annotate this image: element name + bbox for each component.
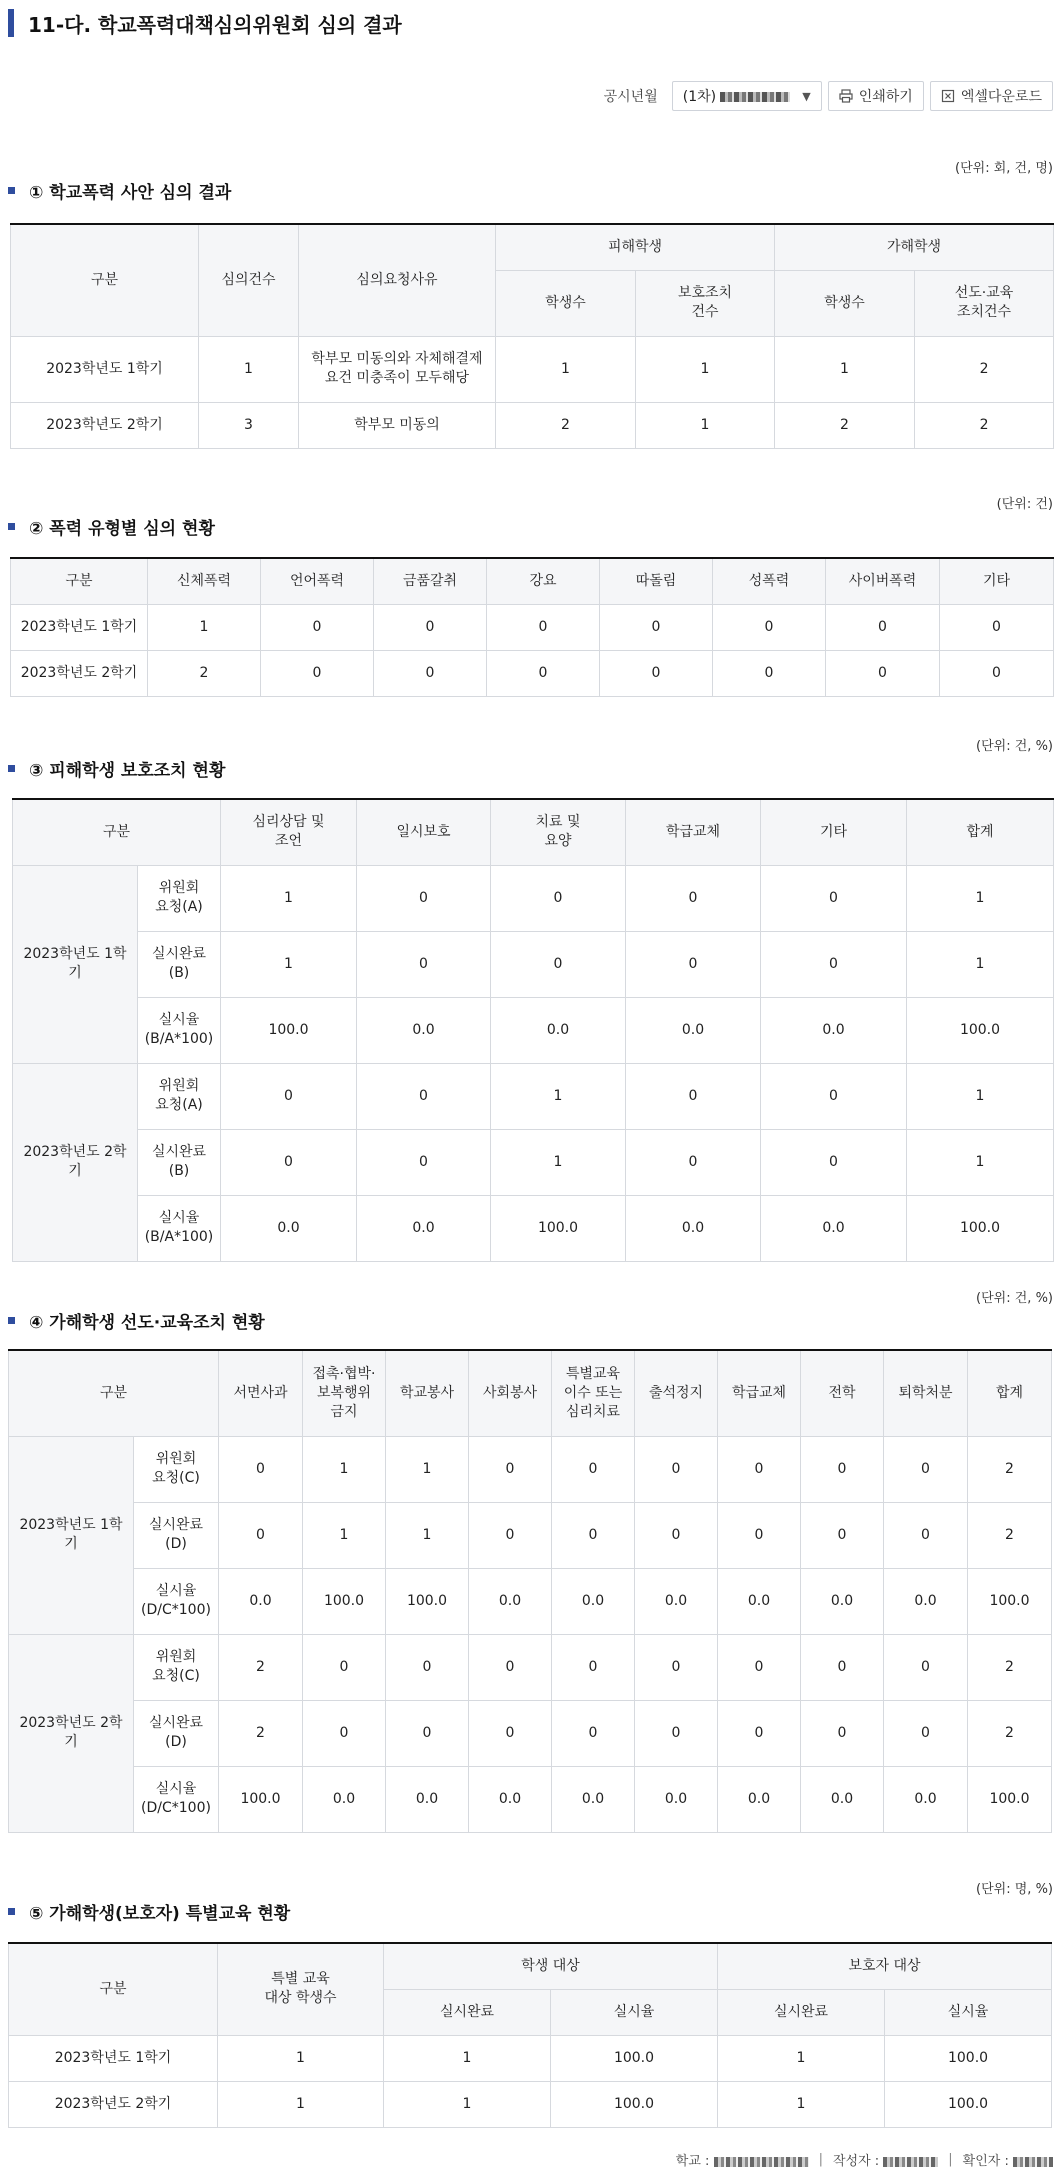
cell: 1 bbox=[386, 1436, 469, 1502]
cell: 1 bbox=[718, 2035, 885, 2081]
cell: 0 bbox=[357, 931, 491, 997]
row-sub-label: 실시완료 (B) bbox=[138, 1129, 221, 1195]
cell: 0 bbox=[386, 1700, 469, 1766]
cell: 0.0 bbox=[801, 1568, 884, 1634]
cell: 2 bbox=[968, 1700, 1052, 1766]
cell: 0 bbox=[626, 1129, 761, 1195]
cell: 학부모 미동의 bbox=[299, 402, 496, 448]
header-cell: 학급교체 bbox=[718, 1350, 801, 1436]
cell: 학부모 미동의와 자체해결제 요건 미충족이 모두해당 bbox=[299, 336, 496, 402]
cell: 0 bbox=[219, 1502, 303, 1568]
cell: 100.0 bbox=[303, 1568, 386, 1634]
cell: 1 bbox=[384, 2081, 551, 2127]
cell: 0 bbox=[487, 650, 600, 696]
cell: 3 bbox=[199, 402, 299, 448]
header-cell: 구분 bbox=[11, 558, 148, 604]
cell: 0.0 bbox=[357, 997, 491, 1063]
cell: 0 bbox=[357, 1063, 491, 1129]
cell: 0.0 bbox=[303, 1766, 386, 1832]
table-row bbox=[11, 402, 1054, 448]
cell: 0.0 bbox=[552, 1568, 635, 1634]
cell: 1 bbox=[907, 865, 1054, 931]
cell: 0 bbox=[491, 865, 626, 931]
header-cell: 구분 bbox=[9, 1350, 219, 1436]
cell: 0 bbox=[357, 1129, 491, 1195]
header-cell: 사이버폭력 bbox=[826, 558, 940, 604]
cell: 0 bbox=[221, 1129, 357, 1195]
row-label: 2023학년도 1학기 bbox=[11, 336, 199, 402]
row-sub-label: 실시율 (B/A*100) bbox=[138, 997, 221, 1063]
cell: 1 bbox=[636, 336, 775, 402]
cell: 0.0 bbox=[552, 1766, 635, 1832]
cell: 1 bbox=[218, 2035, 384, 2081]
cell: 1 bbox=[148, 604, 261, 650]
title-accent-bar bbox=[8, 9, 14, 37]
cell: 0 bbox=[801, 1634, 884, 1700]
cell: 0.0 bbox=[718, 1568, 801, 1634]
cell: 100.0 bbox=[221, 997, 357, 1063]
cell: 0 bbox=[219, 1436, 303, 1502]
redacted-date bbox=[720, 92, 790, 102]
cell: 100.0 bbox=[968, 1568, 1052, 1634]
cell: 1 bbox=[386, 1502, 469, 1568]
row-label: 2023학년도 2학기 bbox=[9, 1634, 134, 1832]
cell: 2 bbox=[968, 1634, 1052, 1700]
row-label: 2023학년도 1학기 bbox=[13, 865, 138, 1063]
cell: 0.0 bbox=[221, 1195, 357, 1261]
cell: 0.0 bbox=[219, 1568, 303, 1634]
cell: 0.0 bbox=[386, 1766, 469, 1832]
footer-writer: 작성자 : bbox=[833, 2150, 938, 2169]
cell: 0 bbox=[635, 1634, 718, 1700]
table-row bbox=[11, 336, 1054, 402]
header-cell: 치료 및 요양 bbox=[491, 799, 626, 865]
cell: 0 bbox=[261, 650, 374, 696]
row-sub-label: 실시완료 (D) bbox=[134, 1502, 219, 1568]
header-cell: 금품갈취 bbox=[374, 558, 487, 604]
cell: 0 bbox=[884, 1502, 968, 1568]
cell: 100.0 bbox=[386, 1568, 469, 1634]
chevron-down-icon: ▼ bbox=[802, 89, 811, 103]
header-cell: 접촉·협박· 보복행위 금지 bbox=[303, 1350, 386, 1436]
cell: 0 bbox=[718, 1700, 801, 1766]
row-sub-label: 실시완료 (B) bbox=[138, 931, 221, 997]
header-cell: 심리상담 및 조언 bbox=[221, 799, 357, 865]
year-month-label: 공시년월 bbox=[603, 89, 658, 105]
cell: 1 bbox=[718, 2081, 885, 2127]
cell: 0 bbox=[261, 604, 374, 650]
table-row bbox=[13, 1195, 1054, 1261]
footer bbox=[676, 2150, 1053, 2169]
cell: 0 bbox=[552, 1502, 635, 1568]
cell: 0 bbox=[552, 1700, 635, 1766]
cell: 0.0 bbox=[761, 1195, 907, 1261]
cell: 0 bbox=[469, 1502, 552, 1568]
cell: 0 bbox=[940, 604, 1054, 650]
cell: 1 bbox=[491, 1129, 626, 1195]
section-bullet bbox=[8, 1908, 15, 1915]
cell: 0 bbox=[713, 650, 826, 696]
cell: 2 bbox=[915, 336, 1054, 402]
cell: 0 bbox=[552, 1436, 635, 1502]
s3-table bbox=[12, 798, 1054, 1262]
cell: 0.0 bbox=[635, 1568, 718, 1634]
s4-title: ④ 가해학생 선도·교육조치 현황 bbox=[8, 1308, 265, 1333]
cell: 0 bbox=[884, 1700, 968, 1766]
cell: 0 bbox=[884, 1436, 968, 1502]
cell: 0 bbox=[826, 650, 940, 696]
header-cell: 구분 bbox=[11, 224, 199, 336]
header-cell: 퇴학처분 bbox=[884, 1350, 968, 1436]
footer-separator: | bbox=[948, 2152, 953, 2167]
row-sub-label: 실시율 (D/C*100) bbox=[134, 1766, 219, 1832]
header-cell: 신체폭력 bbox=[148, 558, 261, 604]
cell: 0 bbox=[718, 1634, 801, 1700]
cell: 0 bbox=[600, 604, 713, 650]
header-cell: 기타 bbox=[940, 558, 1054, 604]
header-cell: 선도·교육 조치건수 bbox=[915, 270, 1054, 336]
cell: 0 bbox=[357, 865, 491, 931]
header-cell: 실시완료 bbox=[718, 1989, 885, 2035]
cell: 0.0 bbox=[491, 997, 626, 1063]
footer-separator: | bbox=[818, 2152, 823, 2167]
table-row bbox=[11, 604, 1054, 650]
row-label: 2023학년도 2학기 bbox=[13, 1063, 138, 1261]
cell: 0 bbox=[303, 1634, 386, 1700]
cell: 1 bbox=[221, 931, 357, 997]
cell: 100.0 bbox=[885, 2035, 1052, 2081]
cell: 1 bbox=[221, 865, 357, 931]
cell: 0 bbox=[635, 1502, 718, 1568]
header-cell: 보호자 대상 bbox=[718, 1943, 1052, 1989]
cell: 0 bbox=[718, 1502, 801, 1568]
header-cell: 따돌림 bbox=[600, 558, 713, 604]
cell: 0.0 bbox=[626, 1195, 761, 1261]
cell: 0.0 bbox=[884, 1568, 968, 1634]
cell: 0 bbox=[761, 931, 907, 997]
row-label: 2023학년도 2학기 bbox=[9, 2081, 218, 2127]
header-cell: 구분 bbox=[9, 1943, 218, 2035]
s1-unit: (단위: 회, 건, 명) bbox=[955, 161, 1053, 176]
print-label: 인쇄하기 bbox=[858, 89, 913, 105]
cell: 1 bbox=[491, 1063, 626, 1129]
cell: 2 bbox=[968, 1502, 1052, 1568]
header-cell: 피해학생 bbox=[496, 224, 775, 270]
cell: 1 bbox=[384, 2035, 551, 2081]
cell: 100.0 bbox=[551, 2081, 718, 2127]
header-cell: 일시보호 bbox=[357, 799, 491, 865]
cell: 0 bbox=[801, 1502, 884, 1568]
select-prefix: (1차) bbox=[682, 89, 717, 105]
cell: 0 bbox=[884, 1634, 968, 1700]
s3-title: ③ 피해학생 보호조치 현황 bbox=[8, 756, 225, 781]
table-row bbox=[9, 1700, 1052, 1766]
s2-title: ② 폭력 유형별 심의 현황 bbox=[8, 514, 215, 539]
header-cell: 구분 bbox=[13, 799, 221, 865]
cell: 0.0 bbox=[884, 1766, 968, 1832]
cell: 0 bbox=[761, 865, 907, 931]
header-cell: 성폭력 bbox=[713, 558, 826, 604]
toolbar bbox=[604, 80, 1053, 112]
year-month-select[interactable] bbox=[672, 81, 822, 111]
table-row bbox=[13, 865, 1054, 931]
row-sub-label: 위원회 요청(A) bbox=[138, 865, 221, 931]
cell: 0 bbox=[303, 1700, 386, 1766]
cell: 0 bbox=[761, 1063, 907, 1129]
header-cell: 실시율 bbox=[885, 1989, 1052, 2035]
cell: 100.0 bbox=[491, 1195, 626, 1261]
excel-label: 엑셀다운로드 bbox=[960, 89, 1042, 105]
cell: 2 bbox=[496, 402, 636, 448]
cell: 0 bbox=[761, 1129, 907, 1195]
cell: 0.0 bbox=[469, 1568, 552, 1634]
header-cell: 언어폭력 bbox=[261, 558, 374, 604]
header-cell: 특별 교육 대상 학생수 bbox=[218, 1943, 384, 2035]
table-row bbox=[13, 1129, 1054, 1195]
cell: 2 bbox=[915, 402, 1054, 448]
table-row bbox=[11, 650, 1054, 696]
cell: 0 bbox=[491, 931, 626, 997]
cell: 2 bbox=[775, 402, 915, 448]
header-cell: 학생 대상 bbox=[384, 1943, 718, 1989]
cell: 0 bbox=[487, 604, 600, 650]
row-label: 2023학년도 1학기 bbox=[11, 604, 148, 650]
cell: 1 bbox=[303, 1436, 386, 1502]
header-cell: 합계 bbox=[907, 799, 1054, 865]
cell: 1 bbox=[303, 1502, 386, 1568]
cell: 2 bbox=[968, 1436, 1052, 1502]
print-button[interactable] bbox=[828, 81, 924, 111]
cell: 0 bbox=[626, 865, 761, 931]
header-cell: 사회봉사 bbox=[469, 1350, 552, 1436]
s1-table bbox=[10, 223, 1054, 449]
header-cell: 서면사과 bbox=[219, 1350, 303, 1436]
header-cell: 학급교체 bbox=[626, 799, 761, 865]
cell: 0 bbox=[626, 1063, 761, 1129]
footer-confirmer: 확인자 : bbox=[963, 2150, 1053, 2169]
s4-table bbox=[8, 1349, 1052, 1833]
cell: 0 bbox=[635, 1700, 718, 1766]
cell: 0 bbox=[221, 1063, 357, 1129]
cell: 0 bbox=[552, 1634, 635, 1700]
cell: 0 bbox=[469, 1700, 552, 1766]
excel-download-button[interactable] bbox=[930, 81, 1053, 111]
page-title bbox=[8, 8, 402, 38]
row-sub-label: 실시율 (B/A*100) bbox=[138, 1195, 221, 1261]
header-cell: 출석정지 bbox=[635, 1350, 718, 1436]
section-bullet bbox=[8, 1317, 15, 1324]
cell: 0 bbox=[718, 1436, 801, 1502]
table-row bbox=[9, 1766, 1052, 1832]
cell: 0 bbox=[826, 604, 940, 650]
cell: 0 bbox=[386, 1634, 469, 1700]
cell: 0.0 bbox=[635, 1766, 718, 1832]
table-row bbox=[13, 1063, 1054, 1129]
header-cell: 심의건수 bbox=[199, 224, 299, 336]
s3-unit: (단위: 건, %) bbox=[976, 739, 1053, 754]
cell: 2 bbox=[219, 1700, 303, 1766]
cell: 0.0 bbox=[626, 997, 761, 1063]
cell: 0.0 bbox=[761, 997, 907, 1063]
section-bullet bbox=[8, 187, 15, 194]
cell: 0.0 bbox=[469, 1766, 552, 1832]
row-sub-label: 위원회 요청(C) bbox=[134, 1436, 219, 1502]
excel-file-icon bbox=[941, 89, 955, 103]
table-row bbox=[9, 1634, 1052, 1700]
cell: 100.0 bbox=[907, 1195, 1054, 1261]
s5-title: ⑤ 가해학생(보호자) 특별교육 현황 bbox=[8, 1899, 290, 1924]
cell: 0.0 bbox=[357, 1195, 491, 1261]
cell: 0 bbox=[635, 1436, 718, 1502]
s5-table bbox=[8, 1942, 1052, 2128]
header-cell: 기타 bbox=[761, 799, 907, 865]
table-row bbox=[13, 931, 1054, 997]
row-label: 2023학년도 2학기 bbox=[11, 650, 148, 696]
cell: 0 bbox=[801, 1700, 884, 1766]
header-cell: 심의요청사유 bbox=[299, 224, 496, 336]
cell: 0 bbox=[713, 604, 826, 650]
redacted-text bbox=[1013, 2157, 1053, 2167]
header-cell: 가해학생 bbox=[775, 224, 1054, 270]
row-label: 2023학년도 2학기 bbox=[11, 402, 199, 448]
section-bullet bbox=[8, 765, 15, 772]
cell: 1 bbox=[199, 336, 299, 402]
table-row bbox=[13, 997, 1054, 1063]
page-title-text: 11-다. 학교폭력대책심의위원회 심의 결과 bbox=[28, 12, 402, 37]
cell: 0.0 bbox=[718, 1766, 801, 1832]
cell: 1 bbox=[636, 402, 775, 448]
cell: 0 bbox=[374, 650, 487, 696]
header-cell: 학생수 bbox=[775, 270, 915, 336]
cell: 100.0 bbox=[907, 997, 1054, 1063]
cell: 100.0 bbox=[968, 1766, 1052, 1832]
section-bullet bbox=[8, 523, 15, 530]
header-cell: 실시완료 bbox=[384, 1989, 551, 2035]
header-cell: 보호조치 건수 bbox=[636, 270, 775, 336]
table-row bbox=[9, 1502, 1052, 1568]
cell: 0 bbox=[600, 650, 713, 696]
table-row bbox=[9, 2035, 1052, 2081]
row-sub-label: 위원회 요청(A) bbox=[138, 1063, 221, 1129]
row-label: 2023학년도 1학기 bbox=[9, 2035, 218, 2081]
row-sub-label: 위원회 요청(C) bbox=[134, 1634, 219, 1700]
cell: 2 bbox=[148, 650, 261, 696]
cell: 1 bbox=[907, 931, 1054, 997]
s5-unit: (단위: 명, %) bbox=[976, 1882, 1053, 1897]
cell: 100.0 bbox=[219, 1766, 303, 1832]
header-cell: 학생수 bbox=[496, 270, 636, 336]
row-label: 2023학년도 1학기 bbox=[9, 1436, 134, 1634]
header-cell: 실시율 bbox=[551, 1989, 718, 2035]
row-sub-label: 실시완료 (D) bbox=[134, 1700, 219, 1766]
footer-school: 학교 : bbox=[676, 2150, 809, 2169]
printer-icon bbox=[839, 89, 853, 103]
cell: 2 bbox=[219, 1634, 303, 1700]
row-sub-label: 실시율 (D/C*100) bbox=[134, 1568, 219, 1634]
table-row bbox=[9, 1568, 1052, 1634]
cell: 0 bbox=[469, 1436, 552, 1502]
s4-unit: (단위: 건, %) bbox=[976, 1291, 1053, 1306]
cell: 100.0 bbox=[885, 2081, 1052, 2127]
cell: 1 bbox=[218, 2081, 384, 2127]
table-row bbox=[9, 2081, 1052, 2127]
cell: 1 bbox=[907, 1129, 1054, 1195]
cell: 0 bbox=[626, 931, 761, 997]
s2-unit: (단위: 건) bbox=[996, 497, 1053, 512]
header-cell: 학교봉사 bbox=[386, 1350, 469, 1436]
cell: 100.0 bbox=[551, 2035, 718, 2081]
cell: 0 bbox=[801, 1436, 884, 1502]
s2-table bbox=[10, 557, 1054, 697]
cell: 0 bbox=[374, 604, 487, 650]
table-row bbox=[9, 1436, 1052, 1502]
cell: 1 bbox=[775, 336, 915, 402]
s1-title: ① 학교폭력 사안 심의 결과 bbox=[8, 178, 231, 203]
cell: 1 bbox=[496, 336, 636, 402]
header-cell: 특별교육 이수 또는 심리치료 bbox=[552, 1350, 635, 1436]
cell: 1 bbox=[907, 1063, 1054, 1129]
header-cell: 전학 bbox=[801, 1350, 884, 1436]
redacted-text bbox=[714, 2157, 809, 2167]
header-cell: 강요 bbox=[487, 558, 600, 604]
cell: 0.0 bbox=[801, 1766, 884, 1832]
redacted-text bbox=[883, 2157, 938, 2167]
cell: 0 bbox=[469, 1634, 552, 1700]
header-cell: 합계 bbox=[968, 1350, 1052, 1436]
cell: 0 bbox=[940, 650, 1054, 696]
